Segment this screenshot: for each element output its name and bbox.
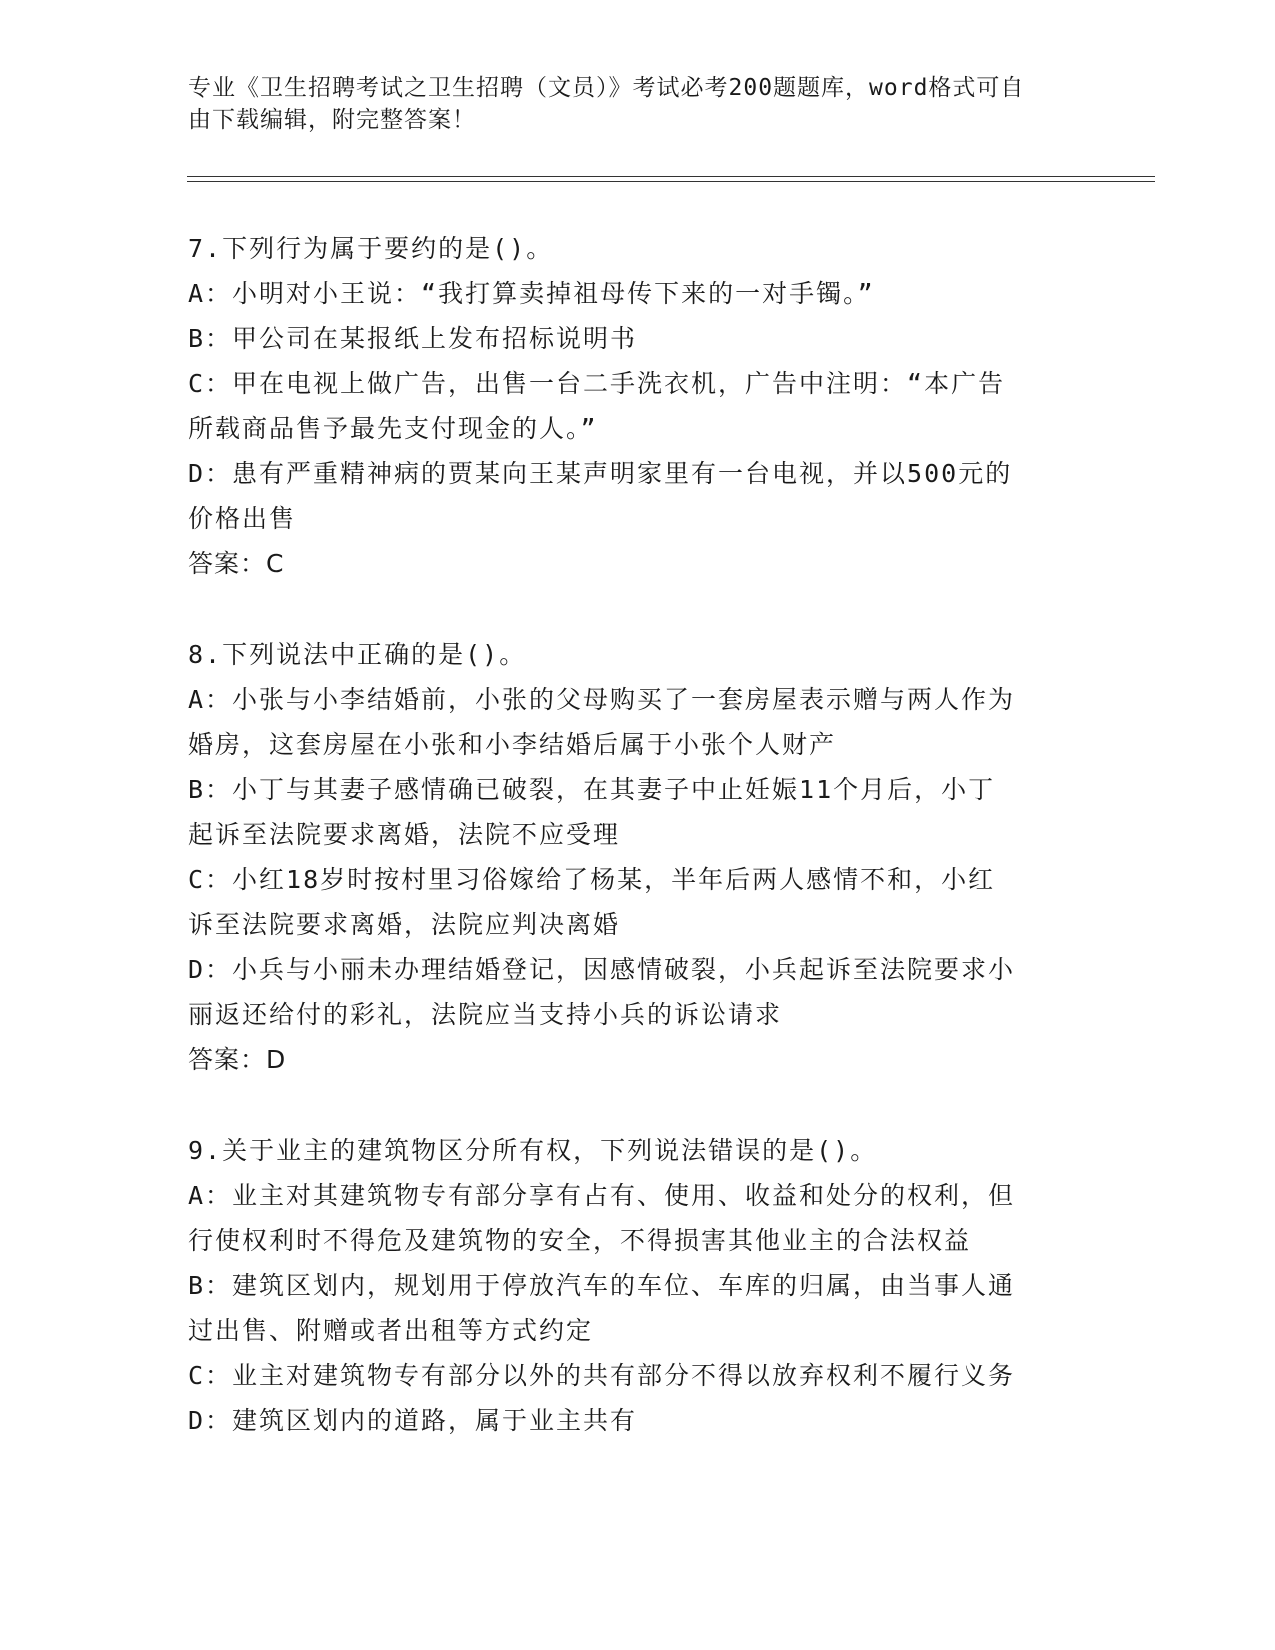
header-line-1: 专业《卫生招聘考试之卫生招聘（文员）》考试必考200题题库，word格式可自 [188,75,1025,101]
question-7 [188,226,1068,586]
question-9-stem: 9.关于业主的建筑物区分所有权，下列说法错误的是()。 [188,1136,878,1165]
question-7-stem: 7.下列行为属于要约的是()。 [188,234,554,263]
question-8-option-c-cont: 诉至法院要求离婚，法院应判决离婚 [188,910,621,939]
question-7-answer: 答案：C [188,549,285,578]
question-list [188,226,1068,1489]
header-divider [187,176,1155,182]
question-8-option-b: B：小丁与其妻子感情确已破裂，在其妻子中止妊娠11个月后，小丁 [188,775,996,804]
question-9-option-a: A：业主对其建筑物专有部分享有占有、使用、收益和处分的权利，但 [188,1181,1016,1210]
question-7-option-d: D：患有严重精神病的贾某向王某声明家里有一台电视，并以500元的 [188,459,1013,488]
question-9-option-b: B：建筑区划内，规划用于停放汽车的车位、车库的归属，由当事人通 [188,1271,1016,1300]
question-8-option-d-cont: 丽返还给付的彩礼，法院应当支持小兵的诉讼请求 [188,1000,783,1029]
question-7-option-c-cont: 所载商品售予最先支付现金的人。” [188,414,598,443]
question-7-option-b: B：甲公司在某报纸上发布招标说明书 [188,324,638,353]
question-8-option-d: D：小兵与小丽未办理结婚登记，因感情破裂，小兵起诉至法院要求小 [188,955,1016,984]
question-9-option-d: D：建筑区划内的道路，属于业主共有 [188,1406,638,1435]
header-line-2: 由下载编辑，附完整答案！ [188,107,476,133]
question-7-option-d-cont: 价格出售 [188,504,297,533]
question-7-option-c: C：甲在电视上做广告，出售一台二手洗衣机，广告中注明：“本广告 [188,369,1006,398]
document-header [188,72,1078,136]
question-8-stem: 8.下列说法中正确的是()。 [188,640,527,669]
question-8-answer: 答案：D [188,1045,287,1074]
question-9-option-a-cont: 行使权利时不得危及建筑物的安全，不得损害其他业主的合法权益 [188,1226,972,1255]
question-8-option-c: C：小红18岁时按村里习俗嫁给了杨某，半年后两人感情不和，小红 [188,865,996,894]
question-7-option-a: A：小明对小王说：“我打算卖掉祖母传下来的一对手镯。” [188,279,875,308]
question-8-option-a: A：小张与小李结婚前，小张的父母购买了一套房屋表示赠与两人作为 [188,685,1016,714]
question-9-option-c: C：业主对建筑物专有部分以外的共有部分不得以放弃权利不履行义务 [188,1361,1016,1390]
question-8-option-a-cont: 婚房，这套房屋在小张和小李结婚后属于小张个人财产 [188,730,837,759]
question-9 [188,1128,1068,1443]
question-8 [188,632,1068,1082]
question-9-option-b-cont: 过出售、附赠或者出租等方式约定 [188,1316,594,1345]
question-8-option-b-cont: 起诉至法院要求离婚，法院不应受理 [188,820,621,849]
